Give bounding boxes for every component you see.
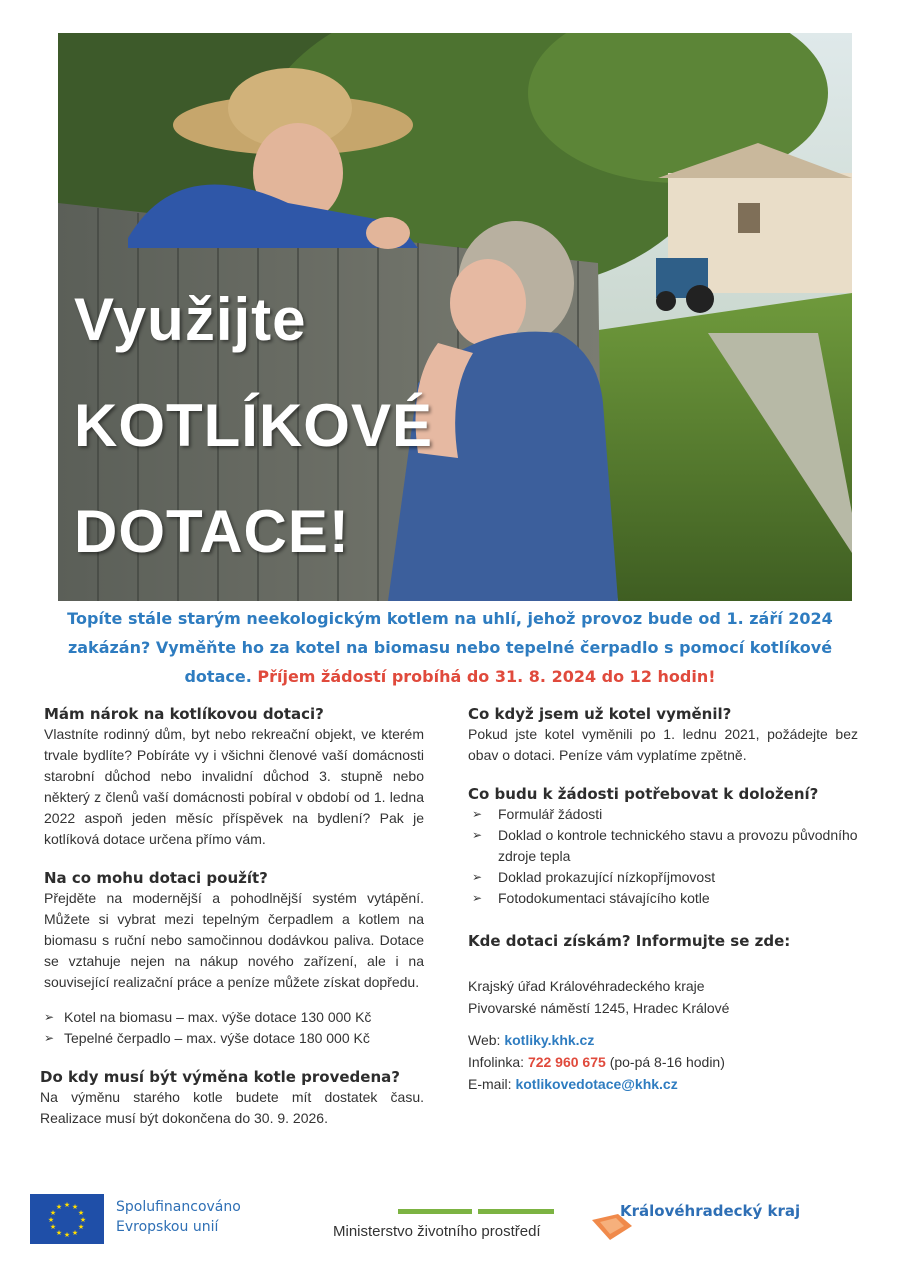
web-link[interactable]: kotliky.khk.cz [504, 1032, 595, 1048]
headline-line-2: KOTLÍKOVÉ [74, 392, 434, 459]
svg-text:★: ★ [79, 1216, 87, 1224]
web-label: Web: [468, 1032, 501, 1048]
email-label: E-mail: [468, 1076, 512, 1092]
eu-line-2: Evropskou unií [116, 1219, 219, 1235]
documents-list [468, 804, 858, 909]
intro-paragraph [60, 604, 840, 691]
ministry-name: Ministerstvo životního prostředí [333, 1223, 541, 1240]
ministry-logo-lines [398, 1209, 554, 1215]
office-name: Krajský úřad Královéhradeckého kraje [468, 978, 705, 994]
arrow-bullet-icon: ➢ [472, 828, 483, 842]
email-line [468, 1073, 858, 1095]
svg-text:★: ★ [55, 1203, 63, 1211]
svg-text:★: ★ [47, 1216, 55, 1224]
list-item [468, 825, 858, 867]
arrow-bullet-icon: ➢ [472, 891, 483, 905]
phone-link[interactable]: 722 960 675 [527, 1054, 606, 1070]
region-name: Královéhradecký kraj [620, 1202, 801, 1220]
headline [74, 267, 433, 585]
list-item-text: Formulář žádosti [498, 806, 603, 822]
usage-list [44, 1007, 424, 1049]
right-column [468, 704, 858, 1095]
intro-text: Topíte stále starým neekologickým kotlem na uhlí, jehož provoz bude od 1. září 2024 zakázán? Vyměňte ho za kotel na biomasu nebo tepelné čerpadlo s pomocí kotlíkové dotace. [67, 609, 833, 686]
svg-text:★: ★ [49, 1223, 57, 1231]
list-item-text: Tepelné čerpadlo – max. výše dotace 180 000 Kč [64, 1030, 370, 1046]
documents-heading: Co budu k žádosti potřebovat k doložení? [468, 785, 819, 803]
svg-text:★: ★ [71, 1203, 79, 1211]
left-column [40, 704, 424, 1129]
usage-heading: Na co mohu dotaci použít? [44, 869, 268, 887]
email-link[interactable]: kotlikovedotace@khk.cz [515, 1076, 678, 1092]
web-line [468, 1029, 858, 1051]
list-item [468, 888, 858, 909]
eligibility-text: Vlastníte rodinný dům, byt nebo rekreační objekt, ve kterém trvale bydlíte? Pobíráte vy i všichni členové vaší domácnosti starobní důchod nebo invalidní důchod 3. stupně nebo některý z členů vaší domácnosti pobíral v období od 1. ledna 2022 aspoň jeden měsíc příspěvek na bydlení? Pak je kotlíková dotace určena přímo vám. [44, 726, 424, 847]
eu-stars-icon [30, 1194, 104, 1244]
headline-line-1: Využijte [74, 286, 307, 353]
list-item [44, 1028, 424, 1049]
list-item [468, 804, 858, 825]
svg-text:★: ★ [55, 1229, 63, 1237]
eu-cofinanced-text [116, 1197, 241, 1237]
headline-line-3: DOTACE! [74, 498, 350, 565]
intro-deadline: Příjem žádostí probíhá do 31. 8. 2024 do 12 hodin! [257, 667, 716, 686]
svg-text:★: ★ [71, 1229, 79, 1237]
phone-line [468, 1051, 858, 1073]
list-item [468, 867, 858, 888]
footer [0, 1180, 900, 1260]
where-heading: Kde dotaci získám? Informujte se zde: [468, 932, 791, 950]
list-item-text: Fotodokumentaci stávajícího kotle [498, 890, 710, 906]
arrow-bullet-icon: ➢ [472, 807, 483, 821]
svg-text:★: ★ [77, 1209, 85, 1217]
deadline-heading: Do kdy musí být výměna kotle provedena? [40, 1068, 400, 1086]
list-item-text: Doklad o kontrole technického stavu a provozu původního zdroje tepla [498, 827, 858, 864]
list-item-text: Kotel na biomasu – max. výše dotace 130 000 Kč [64, 1009, 372, 1025]
eligibility-heading: Mám nárok na kotlíkovou dotaci? [44, 705, 324, 723]
phone-label: Infolinka: [468, 1054, 525, 1070]
eu-line-1: Spolufinancováno [116, 1199, 241, 1215]
svg-text:★: ★ [63, 1201, 71, 1209]
eu-flag-icon [30, 1194, 104, 1244]
replaced-heading: Co když jsem už kotel vyměnil? [468, 705, 732, 723]
list-item-text: Doklad prokazující nízkopříjmovost [498, 869, 716, 885]
arrow-bullet-icon: ➢ [44, 1010, 55, 1024]
list-item [44, 1007, 424, 1028]
arrow-bullet-icon: ➢ [472, 870, 483, 884]
usage-text: Přejděte na modernější a pohodlnější systém vytápění. Můžete si vybrat mezi tepelným čerpadlem a kotlem na biomasu s ruční nebo samočinnou dodávkou paliva. Dotace se vztahuje nejen na nákup nového zařízení, ale i na související realizační práce a peníze můžete získat dopředu. [44, 890, 424, 990]
office-address: Pivovarské náměstí 1245, Hradec Králové [468, 1000, 730, 1016]
deadline-text: Na výměnu starého kotle budete mít dostatek času. Realizace musí být dokončena do 30. 9. 2026. [40, 1089, 424, 1126]
svg-text:★: ★ [77, 1223, 85, 1231]
hero-photo [58, 33, 852, 601]
svg-text:★: ★ [63, 1231, 71, 1239]
svg-text:★: ★ [49, 1209, 57, 1217]
arrow-bullet-icon: ➢ [44, 1031, 55, 1045]
replaced-text: Pokud jste kotel vyměnili po 1. lednu 2021, požádejte bez obav o dotaci. Peníze vám vyplatíme zpětně. [468, 726, 858, 763]
phone-hours: (po-pá 8-16 hodin) [609, 1054, 725, 1070]
